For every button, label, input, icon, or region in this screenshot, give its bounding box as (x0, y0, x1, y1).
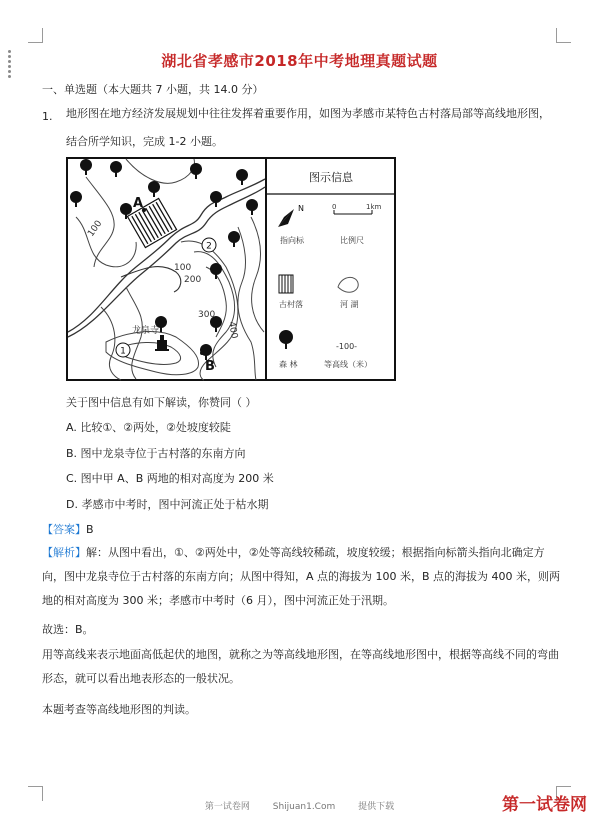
contour-map-figure (66, 157, 396, 381)
temple-label: 龙泉寺 (132, 326, 160, 336)
option-c[interactable]: C. 图中甲 A、B 两地的相对高度为 200 米 (66, 472, 274, 485)
analysis-summary: 本题考查等高线地形图的判读。 (42, 703, 196, 716)
question-stem-line-1: 地形图在地方经济发展规划中往往发挥着重要作用，如图为孝感市某特色古村落局部等高线地形图， (66, 107, 550, 120)
contour-label-300: 300 (198, 310, 216, 320)
analysis-block (42, 541, 562, 613)
legend-scale-label: 比例尺 (340, 236, 364, 245)
legend-contour-sample: -100- (336, 342, 358, 351)
answer-label: 【答案】 (42, 523, 86, 536)
page-title: 湖北省孝感市2018年中考地理真题试题 (161, 52, 438, 70)
answer-line (42, 521, 94, 537)
question-number: 1. (42, 110, 53, 123)
page-corner-mark-top-left (28, 28, 43, 43)
legend-lake-label: 河 湖 (340, 300, 359, 309)
point-2-label: 2 (206, 241, 212, 252)
analysis-choice: 故选：B。 (42, 623, 94, 636)
question-prompt: 关于图中信息有如下解读，你赞同（ ） (66, 396, 257, 409)
footer-domain[interactable]: Shijuan1.Com (272, 802, 336, 812)
legend-title: 图示信息 (309, 171, 353, 184)
legend-village-label: 古村落 (279, 300, 303, 309)
contour-label-400: 400 (226, 320, 239, 340)
option-d[interactable]: D. 孝感市中考时，图中河流正处于枯水期 (66, 498, 269, 511)
footer-download-text: 提供下载 (358, 802, 395, 812)
scale-km-label: 1km (366, 203, 382, 211)
legend-compass-label: 指向标 (280, 236, 304, 245)
north-label: N (298, 204, 304, 213)
section-heading: 一、单选题（本大题共 7 小题，共 14.0 分） (42, 83, 264, 96)
answer-value: B (86, 523, 94, 536)
option-b[interactable]: B. 图中龙泉寺位于古村落的东南方向 (66, 447, 246, 460)
analysis-body: 解：从图中看出，①、②两处中，②处等高线较稀疏，坡度较缓；根据指向标箭头指向北确定方向，图中龙泉寺位于古村落的东南方向；从图中得知，A 点的海拔为 100 米，B 点的海拔为 400 米，则两地的相对高度为 300 米；孝感市中考时（6 月），图中河流正处于汛期。 (42, 546, 561, 607)
scale-zero-label: 0 (332, 203, 337, 211)
point-b-label: B (205, 359, 215, 374)
page-corner-mark-top-right (556, 28, 571, 43)
point-1-label: 1 (120, 346, 126, 357)
analysis-label: 【解析】 (42, 546, 86, 559)
footer-site-name: 第一试卷网 (204, 802, 250, 812)
contour-label-100-mid: 100 (174, 263, 192, 273)
analysis-note: 用等高线来表示地面高低起伏的地图，就称之为等高线地形图，在等高线地形图中，根据等高线不同的弯曲形态，就可以看出地表形态的一般状况。 (42, 648, 559, 685)
legend-forest-label: 森 林 (279, 360, 298, 369)
question-stem (66, 104, 566, 152)
brand-logo: 第一试卷网 (502, 795, 587, 815)
legend-contour-label: 等高线（米） (324, 360, 372, 369)
option-a[interactable]: A. 比较①、②两处，②处坡度较陡 (66, 421, 231, 434)
point-a-label: A (133, 196, 144, 211)
contour-label-200: 200 (184, 275, 202, 285)
question-stem-line-2: 结合所学知识，完成 1-2 小题。 (66, 135, 223, 148)
contour-label-100-left: 100 (86, 218, 105, 239)
